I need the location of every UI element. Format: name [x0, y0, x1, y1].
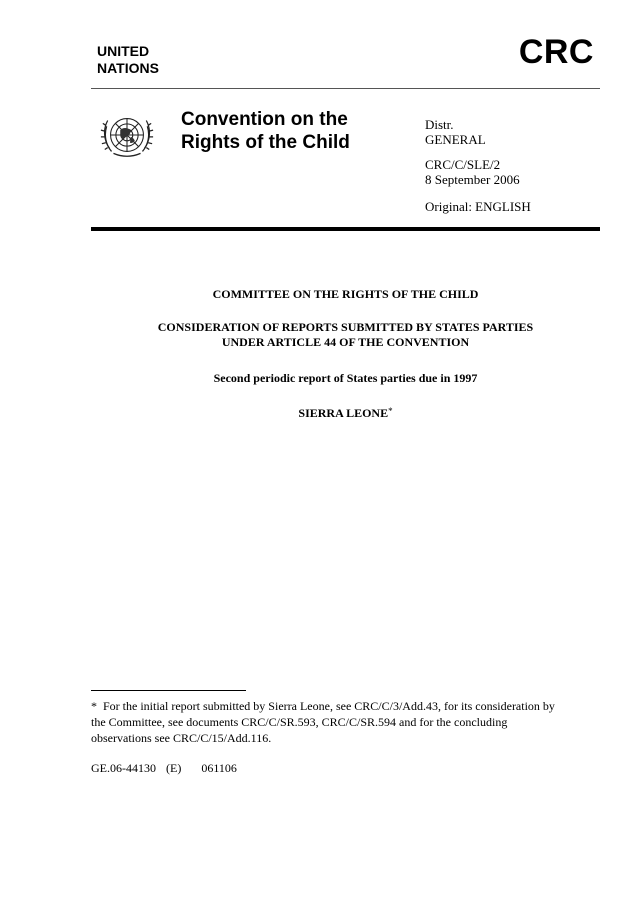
periodic-report-heading: Second periodic report of States parties due in 1997 [213, 371, 478, 385]
distribution-value: GENERAL [425, 132, 486, 147]
un-emblem-icon [98, 106, 156, 164]
consideration-heading [91, 320, 600, 350]
consideration-line-1: CONSIDERATION OF REPORTS SUBMITTED BY STATES PARTIES [157, 320, 534, 334]
org-line-2: NATIONS [97, 60, 159, 76]
footnote-marker: * [388, 406, 393, 416]
footnote-line-3: observations see CRC/C/15/Add.116. [91, 731, 272, 745]
job-number: GE.06-44130 (E) 061106 [91, 761, 237, 775]
footnote-line-2: the Committee, see documents CRC/C/SR.593, CRC/C/SR.594 and for the concluding [91, 715, 508, 729]
document-symbol-block [425, 157, 520, 187]
footnote-text-1: For the initial report submitted by Sierra Leone, see CRC/C/3/Add.43, for its consideration by [103, 699, 555, 713]
title-line-2: Rights of the Child [181, 132, 350, 153]
country-name: SIERRA LEONE [298, 406, 389, 420]
header-thick-rule [91, 227, 600, 231]
header-rule [91, 88, 600, 89]
convention-title [181, 108, 350, 154]
un-organization-name [97, 43, 159, 77]
footnote [91, 698, 601, 746]
distribution-block [425, 117, 486, 147]
footnote-line-1 [91, 698, 601, 714]
document-date: 8 September 2006 [425, 172, 520, 187]
series-code: CRC [518, 33, 594, 71]
footnote-mark: * [91, 699, 97, 713]
org-line-1: UNITED [97, 43, 150, 59]
committee-heading: COMMITTEE ON THE RIGHTS OF THE CHILD [212, 287, 479, 301]
footnote-separator [91, 690, 246, 691]
document-symbol: CRC/C/SLE/2 [425, 157, 501, 172]
country-heading [91, 404, 600, 421]
title-line-1: Convention on the [181, 109, 348, 130]
distr-label: Distr. [425, 117, 454, 132]
consideration-line-2: UNDER ARTICLE 44 OF THE CONVENTION [221, 335, 470, 349]
original-language: Original: ENGLISH [425, 199, 531, 214]
